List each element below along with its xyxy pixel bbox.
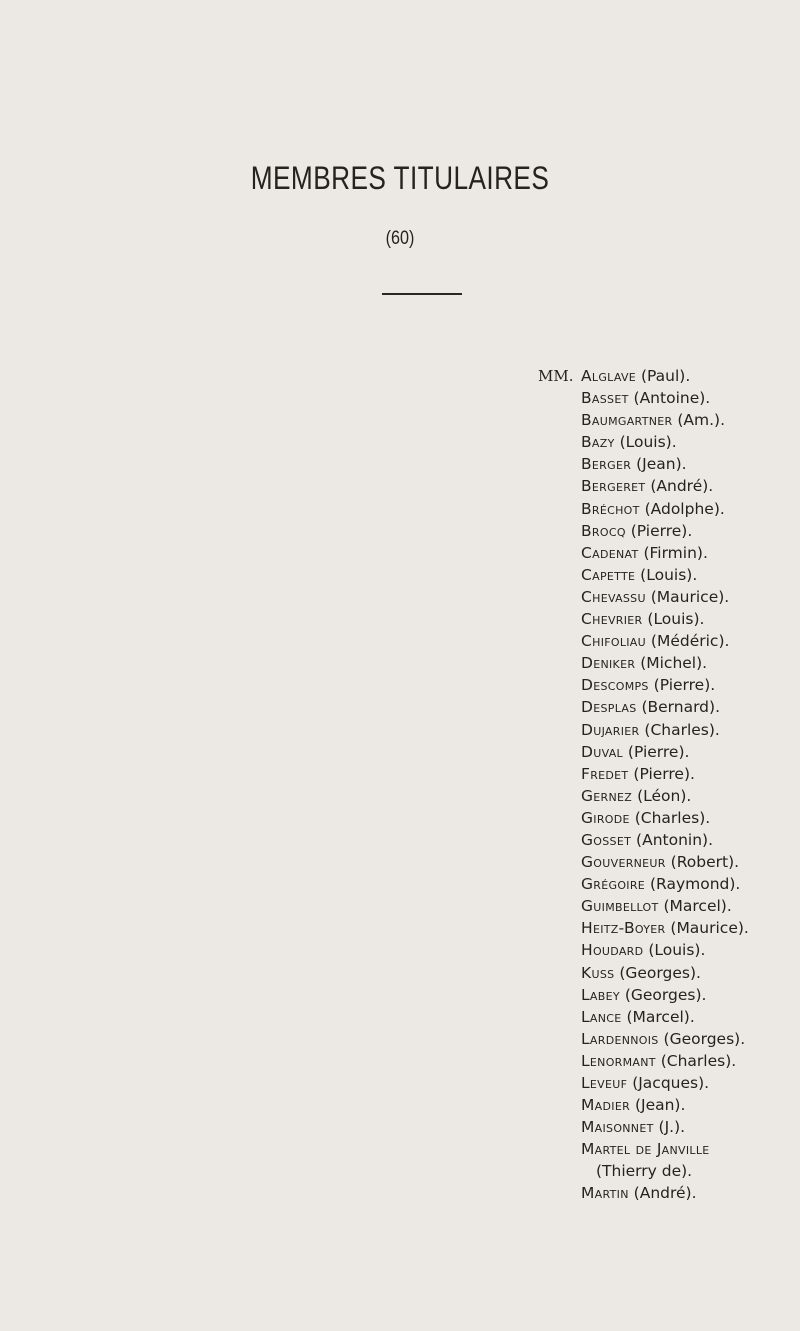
- member-given-name: (Raymond).: [649, 875, 741, 894]
- member-name: [581, 389, 710, 407]
- member-given-name: (Georges).: [624, 985, 707, 1004]
- page-title: MEMBRES TITULAIRES: [250, 160, 550, 196]
- member-surname: Baumgartner: [581, 411, 673, 430]
- member-given-name: (Firmin).: [643, 543, 708, 562]
- member-surname: Leveuf: [581, 1074, 628, 1092]
- member-surname: Girode: [581, 808, 630, 827]
- member-given-name: (Jacques).: [632, 1074, 710, 1092]
- member-row: [0, 765, 800, 787]
- member-given-name: (Maurice).: [650, 587, 730, 606]
- member-given-name: (Pierre).: [630, 521, 693, 540]
- member-row: [0, 433, 800, 455]
- member-row: [0, 1184, 800, 1206]
- member-name: [581, 743, 689, 761]
- member-surname: Gosset: [581, 830, 632, 849]
- member-given-name: (Thierry de).: [596, 1162, 693, 1181]
- member-row: [0, 610, 800, 632]
- member-given-name: (Marcel).: [626, 1007, 695, 1026]
- member-row: [0, 1096, 800, 1118]
- member-surname: Brocq: [581, 521, 626, 540]
- member-surname: Deniker: [581, 654, 636, 673]
- member-surname: Guimbellot: [581, 897, 659, 916]
- member-surname: Martin: [581, 1184, 629, 1203]
- member-row: [0, 389, 800, 411]
- member-row: [0, 743, 800, 765]
- member-name: [581, 500, 725, 518]
- member-name: [581, 897, 732, 915]
- member-row: [0, 853, 800, 875]
- member-name: [581, 698, 720, 716]
- member-name: [581, 411, 725, 429]
- member-name: [581, 986, 706, 1004]
- member-surname: Labey: [581, 985, 620, 1004]
- member-given-name: (Georges).: [619, 963, 701, 982]
- member-name: [581, 1140, 710, 1181]
- member-name: [581, 831, 713, 849]
- member-name: [581, 1096, 685, 1114]
- member-name: [581, 919, 749, 937]
- member-row: [0, 897, 800, 919]
- member-surname: Dujarier: [581, 720, 640, 739]
- member-name: [581, 1030, 745, 1048]
- member-given-name: (Pierre).: [653, 676, 716, 695]
- member-surname: Kuss: [581, 963, 615, 982]
- member-row: [0, 964, 800, 986]
- member-row: [0, 1118, 800, 1140]
- member-surname: Houdard: [581, 941, 644, 960]
- member-name: [581, 765, 695, 783]
- member-given-name: (Louis).: [647, 610, 705, 629]
- member-surname: Descomps: [581, 676, 649, 695]
- member-row: [0, 986, 800, 1008]
- member-name: [581, 964, 701, 982]
- member-given-name: (Pierre).: [633, 764, 695, 783]
- member-given-name: (Robert).: [670, 853, 740, 872]
- honorific: MM.: [538, 367, 574, 385]
- member-surname: Chevassu: [581, 587, 646, 606]
- member-name: [581, 433, 677, 451]
- member-given-name: (Paul).: [640, 367, 691, 385]
- member-name: [581, 566, 697, 584]
- member-surname: Basset: [581, 389, 629, 408]
- member-surname: Gernez: [581, 786, 633, 805]
- member-given-name: (Léon).: [637, 786, 692, 805]
- member-name: [581, 455, 687, 473]
- member-surname: Cadenat: [581, 543, 639, 562]
- member-row: [0, 367, 800, 389]
- member-row: [0, 698, 800, 720]
- member-surname: Martel de Janville: [581, 1140, 710, 1159]
- member-given-name: (Charles).: [660, 1051, 737, 1070]
- member-surname: Maisonnet: [581, 1118, 654, 1137]
- member-row: [0, 919, 800, 941]
- member-given-name: (Antonin).: [636, 830, 714, 849]
- member-row: [0, 1074, 800, 1096]
- member-surname: Alglave: [581, 367, 637, 385]
- member-name: [581, 1184, 697, 1202]
- member-surname: Chevrier: [581, 610, 643, 629]
- member-row: [0, 676, 800, 698]
- member-row: [0, 721, 800, 743]
- member-surname: Bazy: [581, 433, 615, 452]
- member-given-name: (J.).: [658, 1118, 686, 1137]
- member-row: [0, 632, 800, 654]
- member-name: [581, 544, 708, 562]
- member-given-name: (Jean).: [636, 455, 687, 474]
- member-surname: Bergeret: [581, 477, 646, 496]
- member-surname: Capette: [581, 565, 636, 584]
- member-row: [0, 654, 800, 676]
- member-name: [581, 941, 705, 959]
- member-surname: Lardennois: [581, 1029, 659, 1048]
- member-row: [0, 941, 800, 963]
- member-surname: Lenormant: [581, 1051, 656, 1070]
- member-list: [0, 367, 800, 1207]
- member-row: [0, 455, 800, 477]
- member-surname: Berger: [581, 455, 632, 474]
- member-name: [581, 367, 690, 385]
- member-name: [581, 1074, 709, 1092]
- member-name: [581, 853, 739, 871]
- member-surname: Madier: [581, 1096, 631, 1115]
- member-given-name: (Antoine).: [633, 389, 711, 408]
- member-row: [0, 1140, 800, 1184]
- member-surname: Desplas: [581, 698, 637, 717]
- member-name: [581, 809, 710, 827]
- member-row: [0, 544, 800, 566]
- member-name: [581, 654, 707, 672]
- member-surname: Gouverneur: [581, 853, 666, 872]
- member-row: [0, 1052, 800, 1074]
- member-given-name: (Charles).: [644, 720, 720, 739]
- member-name: [581, 522, 692, 540]
- member-given-name: (Am.).: [677, 411, 726, 430]
- member-row: [0, 411, 800, 433]
- member-name: [581, 1118, 685, 1136]
- member-given-name: (Maurice).: [670, 919, 749, 938]
- member-given-name: (André).: [650, 477, 714, 496]
- member-given-name: (Michel).: [640, 654, 708, 673]
- member-name: [581, 1052, 736, 1070]
- member-given-name: (André).: [633, 1184, 697, 1203]
- member-given-name: (Louis).: [640, 565, 698, 584]
- member-row: [0, 787, 800, 809]
- member-count: (60): [385, 228, 415, 249]
- member-given-name: (Marcel).: [663, 897, 732, 916]
- member-given-name: (Georges).: [663, 1029, 746, 1048]
- member-name: [581, 875, 740, 893]
- member-given-name: (Adolphe).: [644, 499, 725, 518]
- member-surname: Fredet: [581, 764, 629, 783]
- member-row: [0, 1030, 800, 1052]
- member-surname: Bréchot: [581, 499, 640, 518]
- member-surname: Chifoliau: [581, 632, 646, 651]
- member-name: [581, 787, 691, 805]
- member-row: [0, 1008, 800, 1030]
- member-name: [581, 632, 729, 650]
- member-name: [581, 721, 720, 739]
- member-row: [0, 477, 800, 499]
- member-name: [581, 610, 704, 628]
- member-given-name: (Charles).: [634, 808, 711, 827]
- member-name: [581, 588, 729, 606]
- member-given-name: (Pierre).: [627, 742, 690, 761]
- member-row: [0, 875, 800, 897]
- member-row: [0, 500, 800, 522]
- member-given-name: (Jean).: [634, 1096, 686, 1115]
- member-surname: Heitz-Boyer: [581, 919, 666, 938]
- member-surname: Duval: [581, 742, 623, 761]
- member-row: [0, 522, 800, 544]
- member-row: [0, 566, 800, 588]
- member-surname: Grégoire: [581, 875, 646, 894]
- member-row: [0, 831, 800, 853]
- member-row: [0, 588, 800, 610]
- member-given-name: (Médéric).: [650, 632, 730, 651]
- member-given-name: (Bernard).: [641, 698, 720, 717]
- member-name: [581, 676, 715, 694]
- member-row: [0, 809, 800, 831]
- member-given-name: (Louis).: [648, 941, 706, 960]
- member-name: [581, 477, 713, 495]
- member-name: [581, 1008, 695, 1026]
- member-given-name: (Louis).: [619, 433, 677, 452]
- member-surname: Lance: [581, 1007, 622, 1026]
- divider-rule: [382, 293, 462, 295]
